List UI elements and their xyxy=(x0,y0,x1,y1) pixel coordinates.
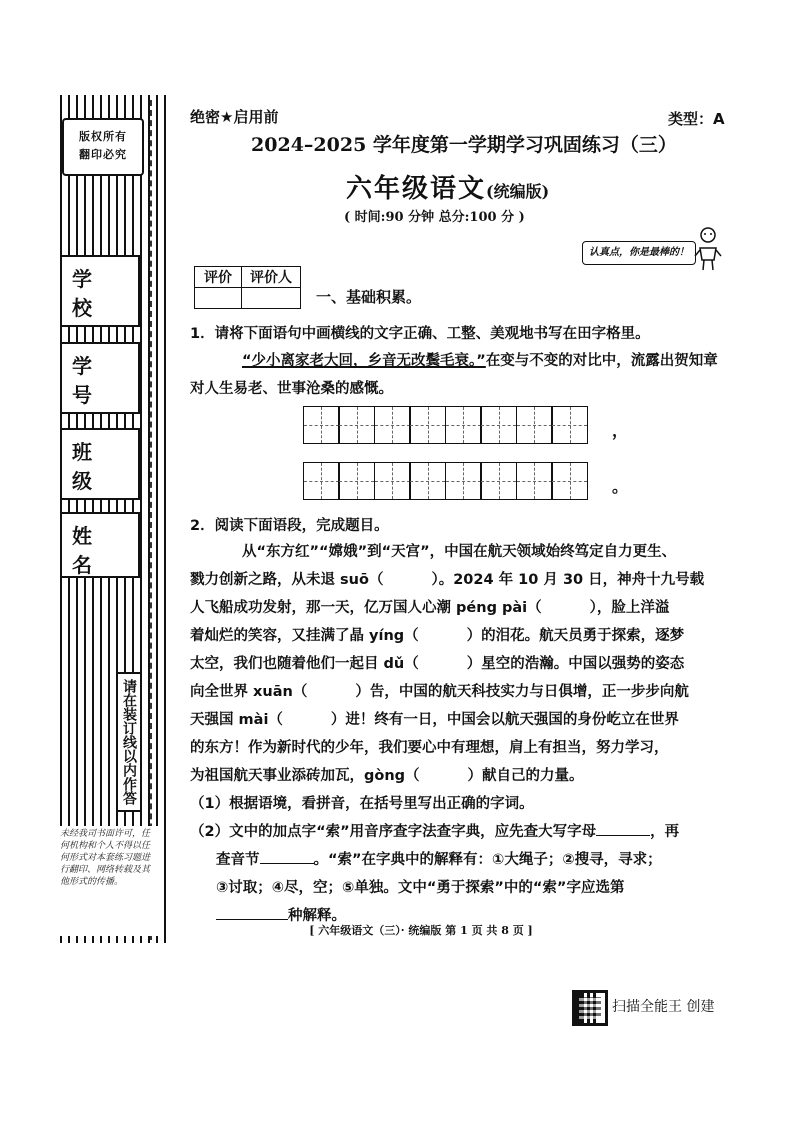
row2-period: 。 xyxy=(612,477,629,496)
tianzige-cell[interactable] xyxy=(303,406,340,444)
passage-line: 太空，我们也随着他们一起目 dǔ（ ）星空的浩瀚。中国以强势的姿态 xyxy=(190,656,685,672)
sub-question-2-line2: 查音节 。“索”在字典中的解释有：①大绳子；②搜寻，寻求； xyxy=(190,846,742,874)
page-footer: [ 六年级语文（三）· 统编版 第 1 页 共 8 页 ] xyxy=(309,924,533,937)
tianzige-cell[interactable] xyxy=(551,406,588,444)
section-title: 一、基础积累。 xyxy=(316,288,422,306)
seal-line-notice: 请在装订线以内作答 xyxy=(116,672,142,812)
passage-line: 人飞船成功发射，那一天，亿万国人心潮 péng pài（ ），脸上洋溢 xyxy=(190,600,670,616)
tianzige-row-1[interactable] xyxy=(304,406,588,444)
tianzige-cell[interactable] xyxy=(551,462,588,500)
sub-question-2-line3: ③讨取；④尽，空；⑤单独。文中“勇于探索”中的“索”字应选第 xyxy=(216,880,625,896)
eval-score-cell[interactable] xyxy=(195,288,242,309)
school-field[interactable] xyxy=(60,255,140,327)
qr-code-icon xyxy=(572,990,608,1026)
tianzige-cell[interactable] xyxy=(480,462,517,500)
passage-line: 的东方！作为新时代的少年，我们要心中有理想，肩上有担当，努力学习， xyxy=(190,740,669,756)
evaluator-header: 评价人 xyxy=(242,267,301,288)
q2-passage xyxy=(190,538,742,930)
q2-prompt: 2．阅读下面语段，完成题目。 xyxy=(190,518,389,534)
passage-line: 从“东方红”“嫦娥”到“天宫”，中国在航天领域始终笃定自力更生、 xyxy=(242,544,677,560)
time-info: ( 时间:90 分钟 总分:100 分 ) xyxy=(344,210,525,225)
copyright-line1: 版权所有 xyxy=(79,130,127,143)
tianzige-cell[interactable] xyxy=(374,406,411,444)
name-field[interactable] xyxy=(60,512,140,578)
q1-quote: “少小离家老大回，乡音无改鬓毛衰。” xyxy=(242,353,486,369)
tianzige-cell[interactable] xyxy=(445,406,482,444)
legal-notice: 未经我司书面许可，任何机构和个人不得以任何形式对本套练习题进行翻印、网络转载及其他形式的传播。 xyxy=(58,826,158,936)
tianzige-cell[interactable] xyxy=(338,406,375,444)
type-label: 类型：A xyxy=(668,110,725,128)
tianzige-cell[interactable] xyxy=(480,406,517,444)
copyright-box xyxy=(62,118,144,176)
answer-underline[interactable] xyxy=(596,821,650,836)
scanner-watermark: 扫描全能王 创建 xyxy=(612,999,715,1015)
tianzige-cell[interactable] xyxy=(409,406,446,444)
class-label: 班 级 xyxy=(72,440,102,493)
passage-line: 为祖国航天事业添砖加瓦，gòng（ ）献自己的力量。 xyxy=(190,768,584,784)
tianzige-row-2[interactable] xyxy=(304,462,588,500)
tianzige-cell[interactable] xyxy=(445,462,482,500)
passage-line: 向全世界 xuān（ ）告，中国的航天科技实力与日俱增，正一步步向航 xyxy=(190,684,689,700)
tianzige-cell[interactable] xyxy=(374,462,411,500)
exam-title: 2024–2025 学年度第一学期学习巩固练习（三） xyxy=(251,134,677,156)
subject-name: 六年级语文 xyxy=(346,174,487,204)
sub-question-2-line4: 种解释。 xyxy=(190,902,742,930)
school-label: 学 校 xyxy=(72,267,102,320)
evaluator-cell[interactable] xyxy=(242,288,301,309)
sub-question-1: （1）根据语境，看拼音，在括号里写出正确的字词。 xyxy=(190,796,534,812)
tianzige-cell[interactable] xyxy=(409,462,446,500)
student-number-field[interactable] xyxy=(60,342,140,414)
q1-passage xyxy=(190,347,730,403)
passage-line: 着灿烂的笑容，又挂满了晶 yíng（ ）的泪花。航天员勇于探索，逐梦 xyxy=(190,628,685,644)
passage-line: 戮力创新之路，从未退 suō（ ）。2024 年 10 月 30 日，神舟十九号载 xyxy=(190,572,705,588)
tianzige-cell[interactable] xyxy=(516,462,553,500)
passage-line: 天强国 mài（ ）进！终有一日，中国会以航天强国的身份屹立在世界 xyxy=(190,712,679,728)
sub-question-2: （2）文中的加点字“索”用音序查字法查字典，应先查大写字母 ，再 xyxy=(190,818,742,846)
cartoon-kid-icon xyxy=(694,226,722,272)
row1-comma: ， xyxy=(612,421,629,440)
tianzige-cell[interactable] xyxy=(516,406,553,444)
subject-title xyxy=(346,168,549,205)
edition-label: (统编版) xyxy=(486,182,550,201)
secret-label: 绝密★启用前 xyxy=(190,108,279,126)
eval-header: 评价 xyxy=(195,267,242,288)
answer-underline[interactable] xyxy=(260,849,314,864)
tianzige-cell[interactable] xyxy=(303,462,340,500)
q1-prompt: 1．请将下面语句中画横线的文字正确、工整、美观地书写在田字格里。 xyxy=(190,326,650,342)
binding-line xyxy=(150,100,152,940)
evaluation-table xyxy=(194,266,301,309)
name-label: 姓 名 xyxy=(72,524,102,577)
class-field[interactable] xyxy=(60,428,140,500)
copyright-line2: 翻印必究 xyxy=(79,148,127,161)
answer-underline[interactable] xyxy=(216,905,288,920)
student-number-label: 学 号 xyxy=(72,354,102,407)
tianzige-cell[interactable] xyxy=(338,462,375,500)
q1-rest: 在变与不变的对比中，流露出贺知章对人生易老、世事沧桑的感慨。 xyxy=(190,353,718,397)
slogan-banner: 认真点，你是最棒的！ xyxy=(582,241,696,265)
